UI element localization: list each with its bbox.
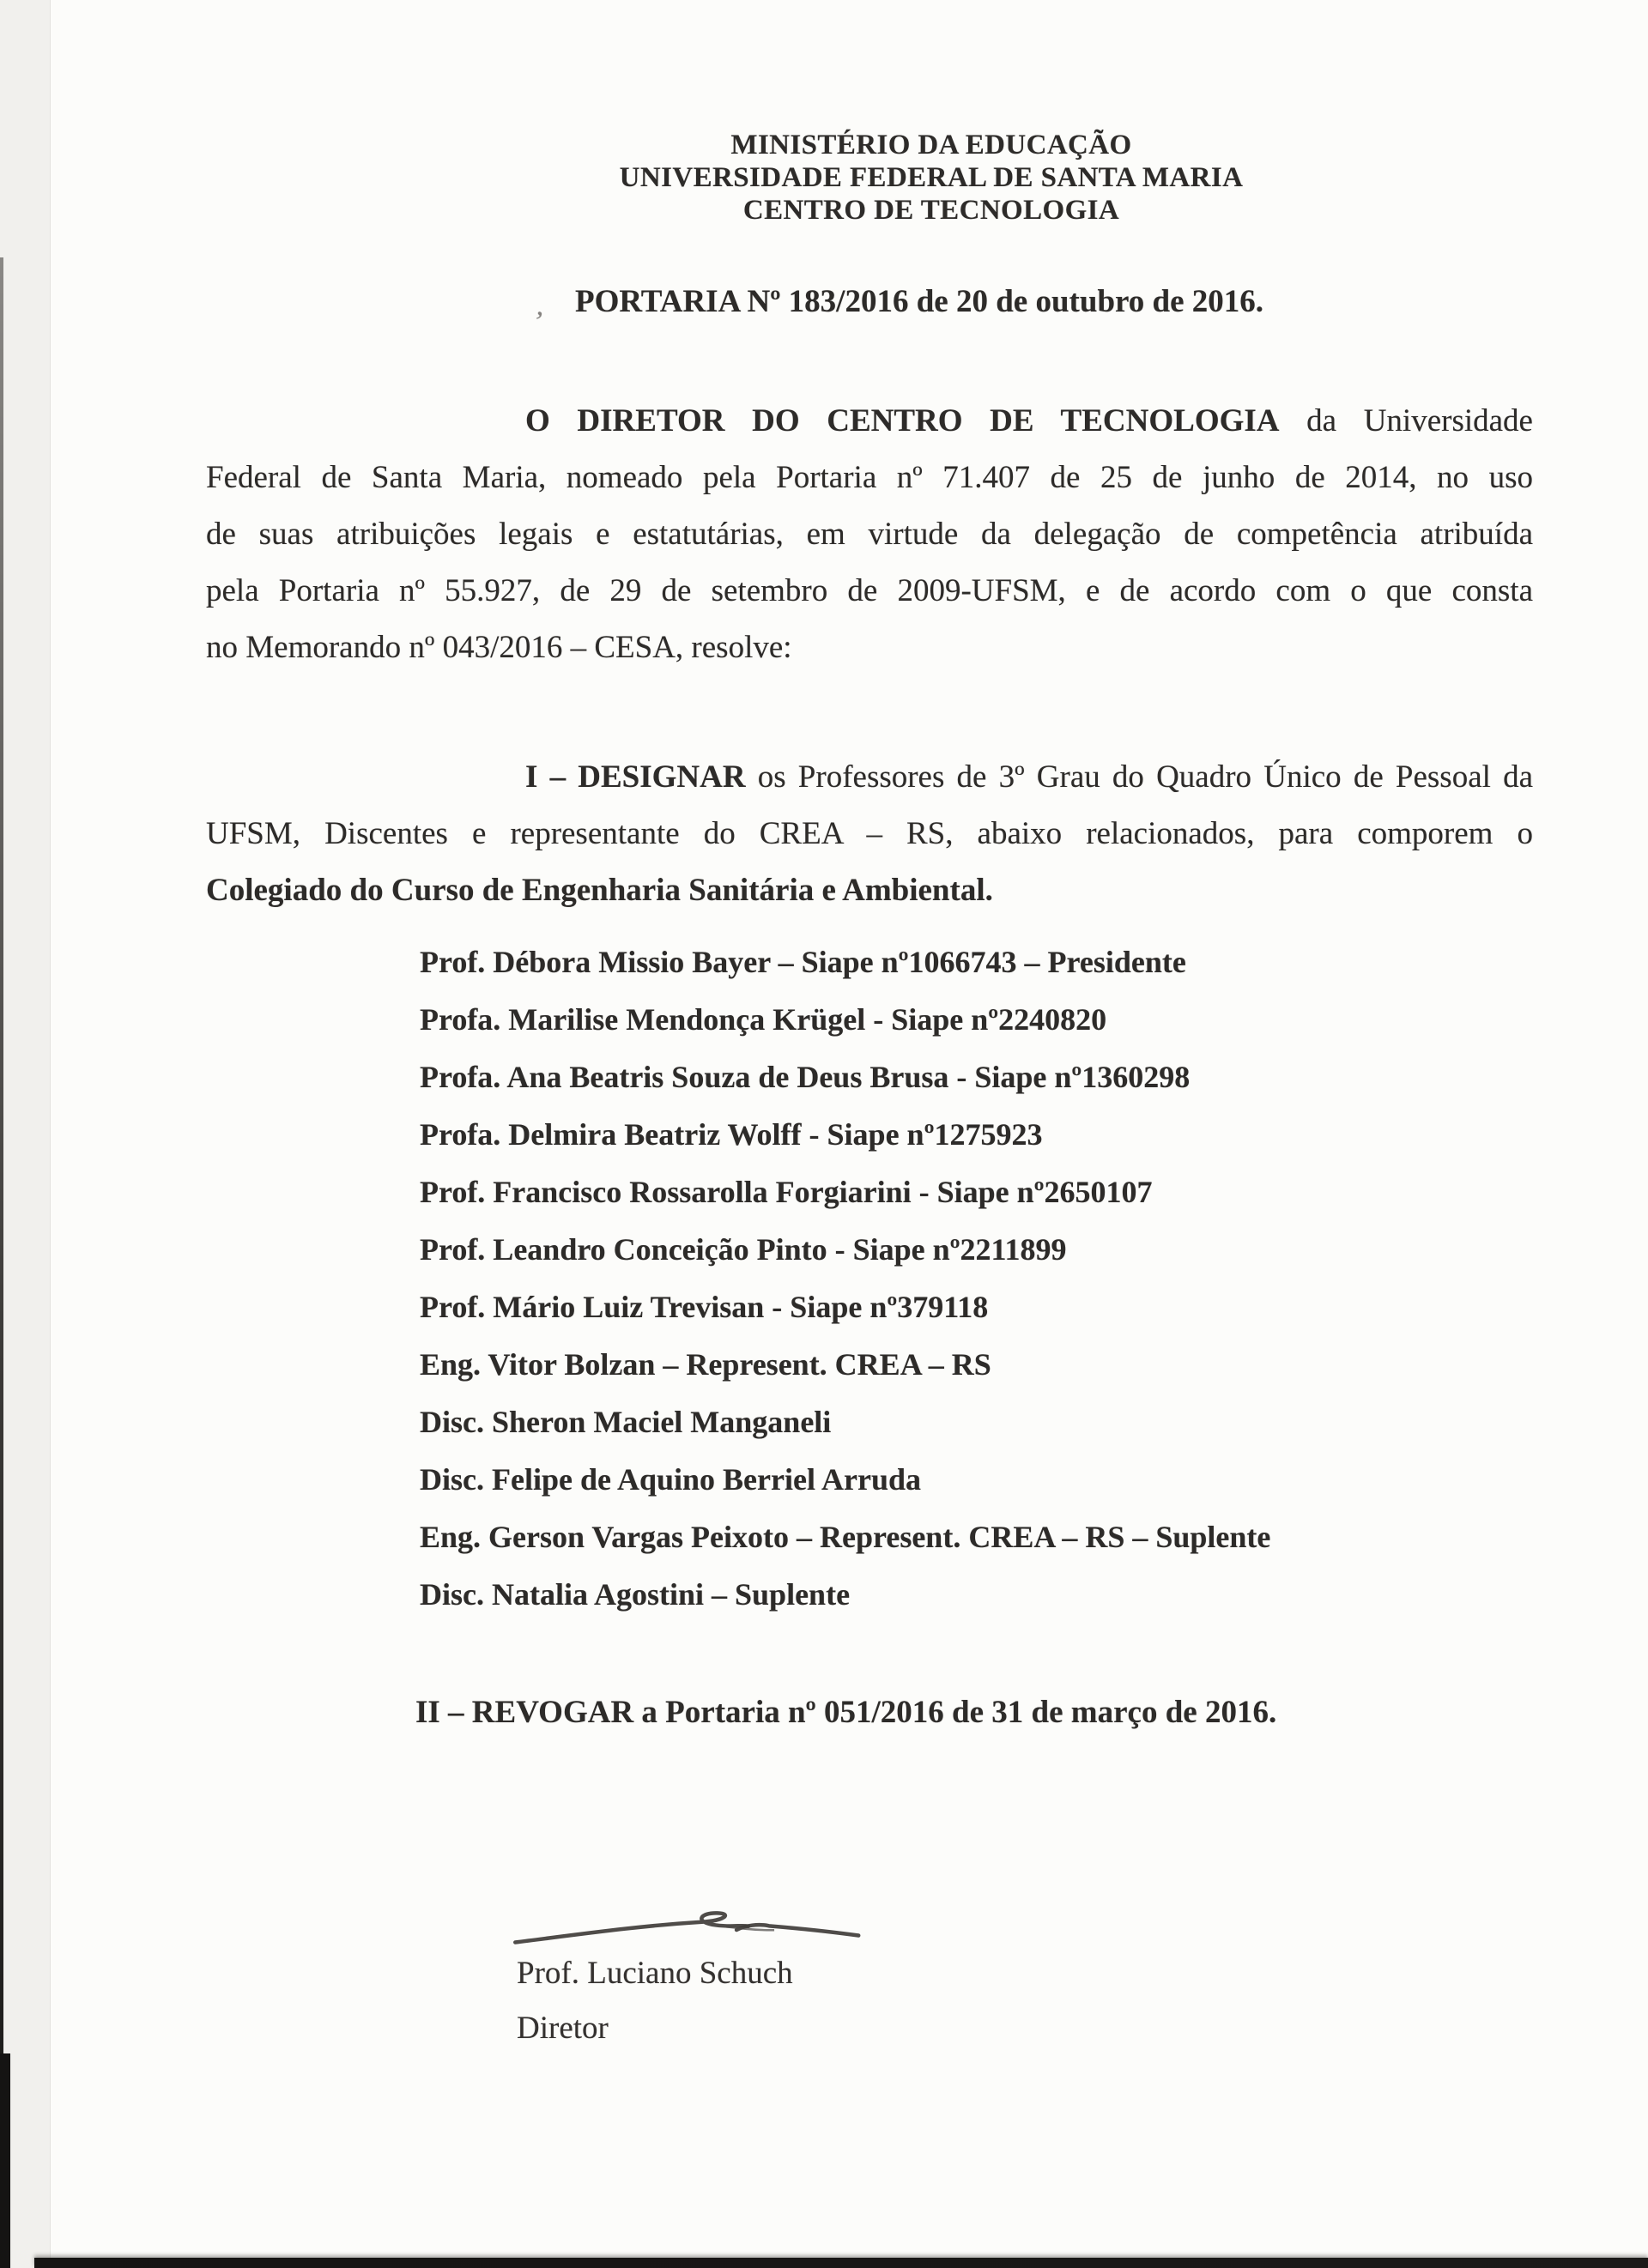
letterhead-center: CENTRO DE TECNOLOGIA: [742, 195, 1120, 226]
signatory-name: Prof. Luciano Schuch: [517, 1956, 793, 1991]
members-list: [420, 934, 1270, 1624]
scan-left-gray-band: [0, 0, 51, 2268]
designar-line-2: UFSM, Discentes e representante do CREA – RS, abaixo relacionados, para comporem o: [206, 816, 1533, 851]
preamble-line-2: Federal de Santa Maria, nomeado pela Portaria nº 71.407 de 25 de junho de 2014, no uso: [206, 460, 1533, 495]
member-line: Prof. Francisco Rossarolla Forgiarini - Siape nº2650107: [420, 1175, 1153, 1209]
scan-bottom-left-corner: [0, 2053, 10, 2268]
member-line: Disc. Sheron Maciel Manganeli: [420, 1405, 832, 1439]
member-line: Eng. Vitor Bolzan – Represent. CREA – RS: [420, 1347, 991, 1382]
revogar-clause: II – REVOGAR a Portaria nº 051/2016 de 31 de março de 2016.: [415, 1695, 1277, 1730]
designar-line-1: [206, 749, 1533, 806]
scan-left-edge-line: [0, 257, 3, 2268]
member-line: Profa. Delmira Beatriz Wolff - Siape nº1275923: [420, 1117, 1043, 1152]
member-line: Disc. Felipe de Aquino Berriel Arruda: [420, 1462, 921, 1497]
designar-lead: I – DESIGNAR: [525, 759, 746, 795]
letterhead-ministry: MINISTÉRIO DA EDUCAÇÃO: [730, 130, 1132, 160]
member-line: Prof. Débora Missio Bayer – Siape nº1066743 – Presidente: [420, 945, 1186, 979]
signatory-role: Diretor: [517, 2011, 609, 2046]
preamble-line-3: de suas atribuições legais e estatutárias, em virtude da delegação de competência atribuída: [206, 517, 1533, 552]
preamble-line-5: no Memorando nº 043/2016 – CESA, resolve:: [206, 630, 792, 665]
stray-ink-mark: ,: [535, 289, 548, 323]
preamble-paragraph: [206, 393, 1533, 676]
preamble-line-1-rest: da Universidade: [1279, 403, 1533, 438]
member-line: Eng. Gerson Vargas Peixoto – Represent. CREA – RS – Suplente: [420, 1520, 1271, 1554]
letterhead-university: UNIVERSIDADE FEDERAL DE SANTA MARIA: [619, 162, 1244, 193]
member-line: Disc. Natalia Agostini – Suplente: [420, 1577, 851, 1612]
signature-scribble: [512, 1898, 864, 1956]
letterhead: [360, 129, 1502, 227]
designar-paragraph: [206, 749, 1533, 919]
member-line: Prof. Leandro Conceição Pinto - Siape nº2211899: [420, 1232, 1067, 1267]
scan-bottom-edge: [34, 2258, 1648, 2268]
document-title: PORTARIA Nº 183/2016 de 20 de outubro de 2016.: [575, 284, 1264, 319]
preamble-lead: O DIRETOR DO CENTRO DE TECNOLOGIA: [525, 403, 1280, 438]
member-line: Prof. Mário Luiz Trevisan - Siape nº379118: [420, 1290, 989, 1324]
designar-line-1-rest: os Professores de 3º Grau do Quadro Único de Pessoal da: [745, 759, 1533, 795]
member-line: Profa. Ana Beatris Souza de Deus Brusa - Siape nº1360298: [420, 1060, 1191, 1094]
preamble-line-4: pela Portaria nº 55.927, de 29 de setembro de 2009-UFSM, e de acordo com o que consta: [206, 573, 1533, 608]
preamble-line-1: [206, 393, 1533, 450]
designar-line-3: Colegiado do Curso de Engenharia Sanitária e Ambiental.: [206, 873, 993, 908]
member-line: Profa. Marilise Mendonça Krügel - Siape nº2240820: [420, 1002, 1107, 1037]
